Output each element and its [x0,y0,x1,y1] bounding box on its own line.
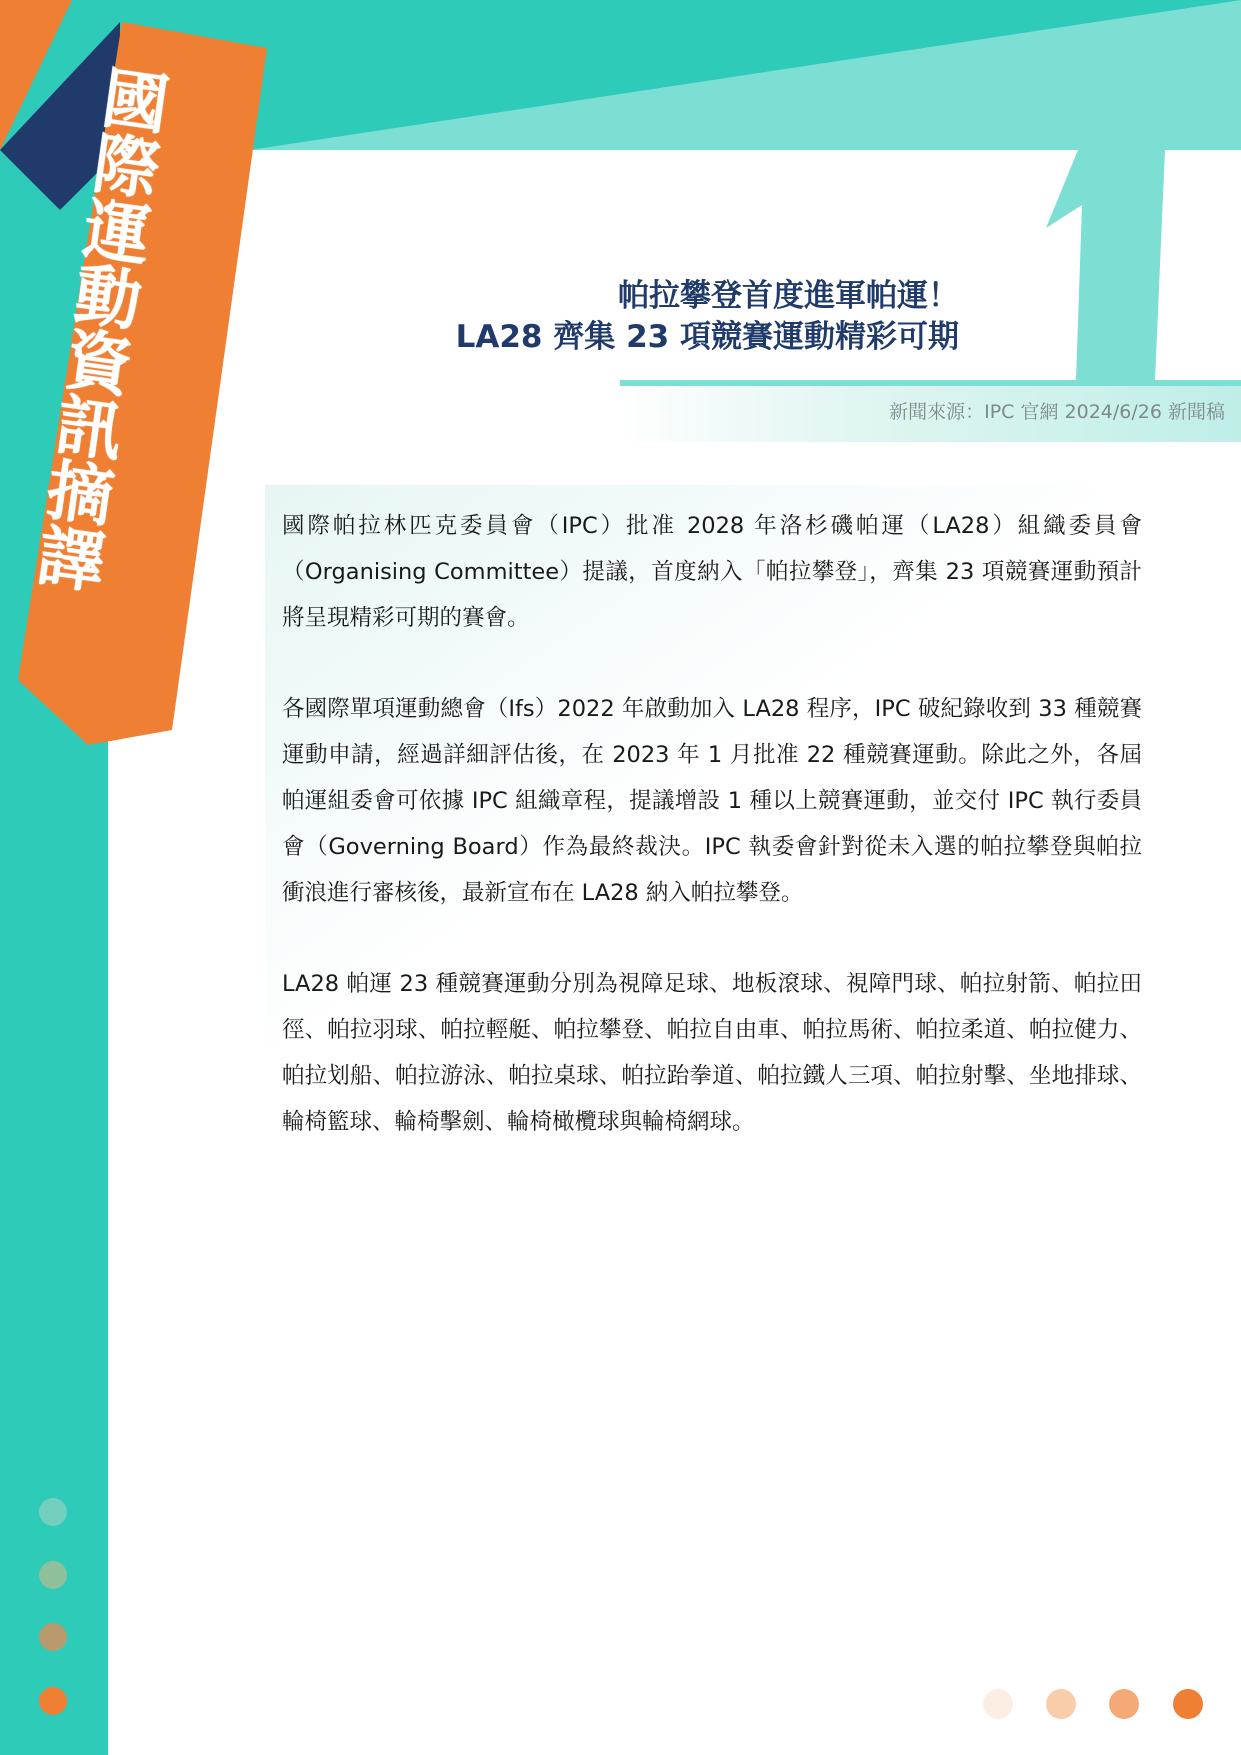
dot [39,1498,67,1526]
section-title-char: 譯 [33,516,110,603]
section-title-char: 動 [69,255,146,341]
paragraph: 國際帕拉林匹克委員會（IPC）批准 2028 年洛杉磯帕運（LA28）組織委員會（Organising Committee）提議，首度納入「帕拉攀登」，齊集 23 項競賽運動預計將呈現精彩可期的賽會。 [282,513,1142,631]
dot [983,1689,1013,1719]
section-title-char: 國 [97,59,174,145]
section-title-char: 資 [60,320,137,407]
section-title-char: 摘 [42,451,119,538]
section-title-char: 訊 [51,386,128,472]
article-body [282,504,1142,1192]
section-title-char: 際 [88,124,165,211]
dot [1046,1689,1076,1719]
section-title-char: 運 [79,190,156,276]
paragraph: LA28 帕運 23 種競賽運動分別為視障足球、地板滾球、視障門球、帕拉射箭、帕拉田徑、帕拉羽球、帕拉輕艇、帕拉攀登、帕拉自由車、帕拉馬術、帕拉柔道、帕拉健力、帕拉划船、帕拉游泳、帕拉桌球、帕拉跆拳道、帕拉鐵人三項、帕拉射擊、坐地排球、輪椅籃球、輪椅擊劍、輪椅橄欖球與輪椅網球。 [282,971,1142,1135]
dot [39,1623,67,1651]
dot [1109,1689,1139,1719]
headline-line-1: 帕拉攀登首度進軍帕運！ [618,278,959,314]
news-source: 新聞來源：IPC 官網 2024/6/26 新聞稿 [889,401,1225,423]
dot [39,1687,67,1715]
article-headline [456,276,959,358]
dot [39,1561,67,1589]
paragraph: 各國際單項運動總會（Ifs）2022 年啟動加入 LA28 程序，IPC 破紀錄收到 33 種競賽運動申請，經過詳細評估後，在 2023 年 1 月批准 22 種競賽運動。除此之外，各屆帕運組委會可依據 IPC 組織章程，提議增設 1 種以上競賽運動，並交付 IPC 執行委員會（Governing Board）作為最終裁決。IPC 執委會針對從未入選的帕拉攀登與帕拉衝浪進行審核後，最新宣布在 LA28 納入帕拉攀登。 [282,696,1142,906]
dot [1173,1689,1203,1719]
headline-line-2: LA28 齊集 23 項競賽運動精彩可期 [455,319,959,355]
